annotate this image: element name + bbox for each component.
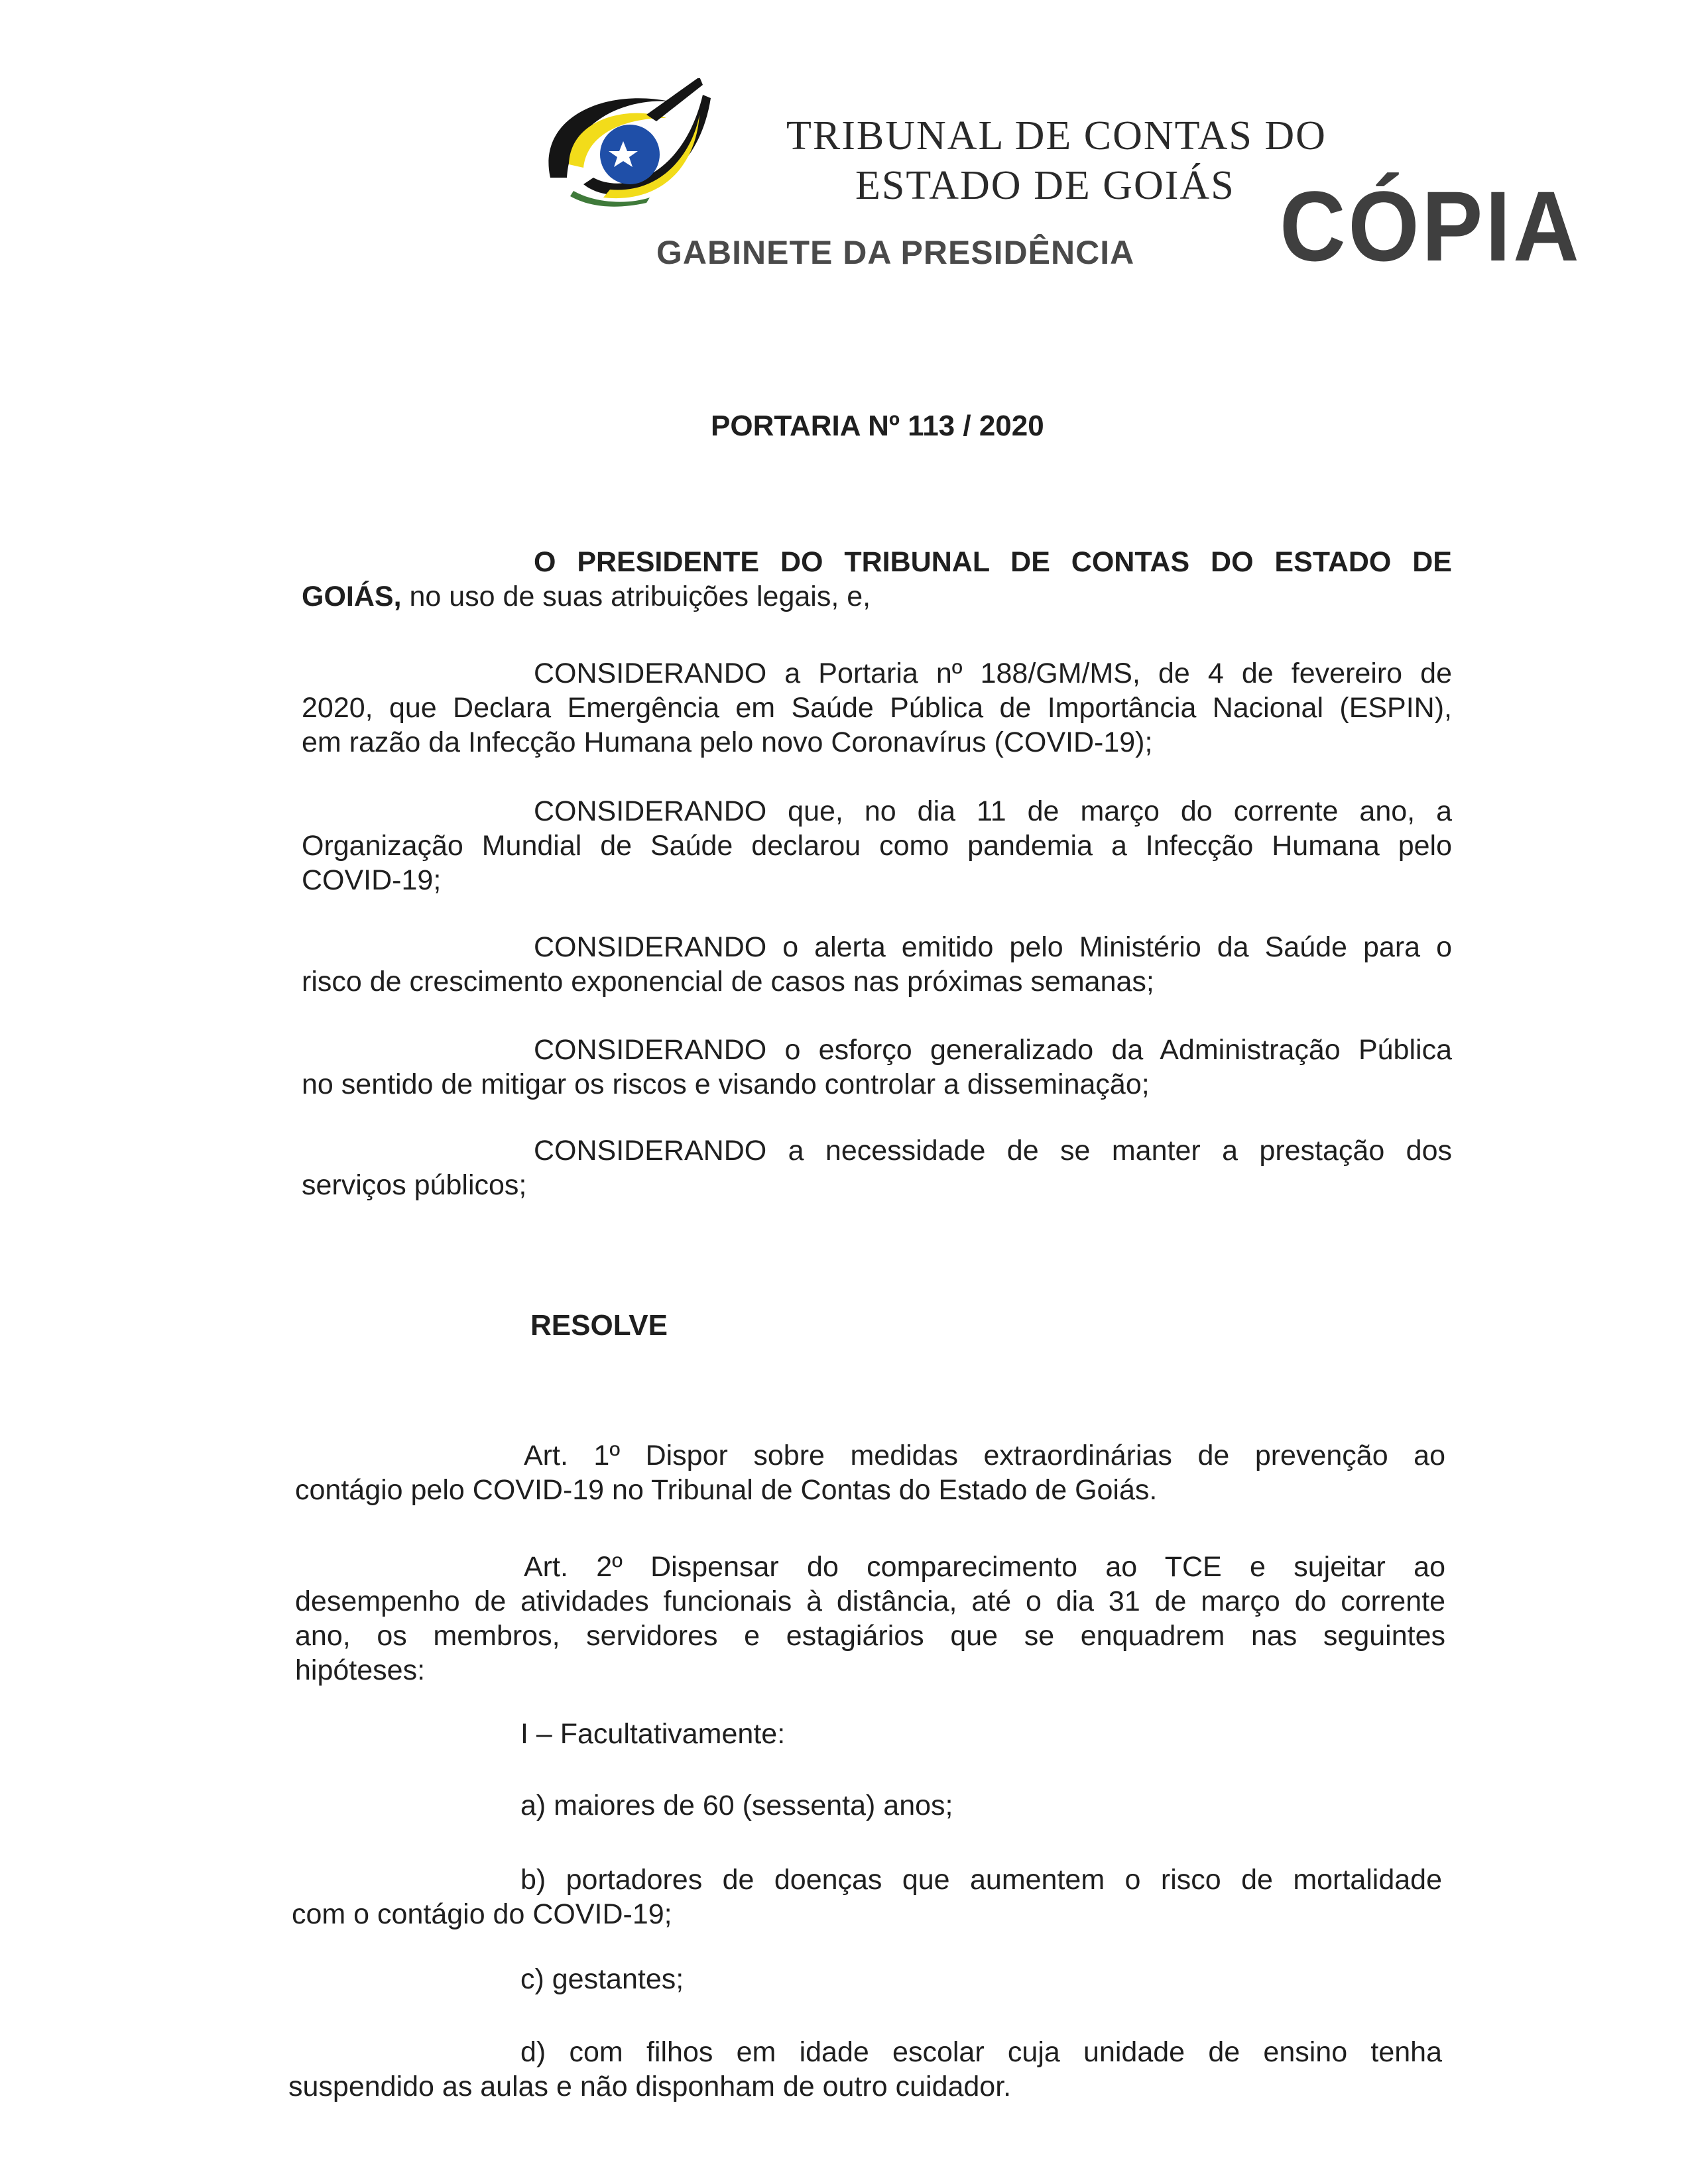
article-line: contágio pelo COVID-19 no Tribunal de Contas do Estado de Goiás. xyxy=(295,1474,1158,1506)
article-2 xyxy=(295,1550,1445,1688)
preamble xyxy=(302,545,1452,614)
considerando-line: COVID-19; xyxy=(302,864,442,896)
considerando-line: CONSIDERANDO o alerta emitido pelo Ministério da Saúde para o xyxy=(534,931,1452,963)
considerando-line: CONSIDERANDO a necessidade de se manter a prestação dos xyxy=(534,1135,1452,1167)
considerando-line: Organização Mundial de Saúde declarou como pandemia a Infecção Humana pelo xyxy=(302,830,1452,862)
item-a xyxy=(520,1788,953,1823)
item-line: d) com filhos em idade escolar cuja unidade de ensino tenha xyxy=(520,2036,1442,2068)
considerando-line: no sentido de mitigar os riscos e visando controlar a disseminação; xyxy=(302,1068,1150,1100)
item-line: b) portadores de doenças que aumentem o risco de mortalidade xyxy=(520,1864,1442,1896)
inciso-text: I – Facultativamente: xyxy=(520,1718,786,1750)
department-name: GABINETE DA PRESIDÊNCIA xyxy=(656,234,1135,271)
article-line: hipóteses: xyxy=(295,1654,426,1686)
considerando-line: 2020, que Declara Emergência em Saúde Pública de Importância Nacional (ESPIN), xyxy=(302,692,1452,724)
preamble-line: O PRESIDENTE DO TRIBUNAL DE CONTAS DO ESTADO DE xyxy=(534,546,1452,578)
item-line: suspendido as aulas e não disponham de outro cuidador. xyxy=(288,2071,1012,2102)
considerando-3 xyxy=(302,930,1452,999)
institution-name-line1: TRIBUNAL DE CONTAS DO xyxy=(786,113,1327,158)
item-d xyxy=(288,2035,1442,2104)
article-line: Art. 1º Dispor sobre medidas extraordinárias de prevenção ao xyxy=(524,1440,1445,1471)
considerando-line: CONSIDERANDO a Portaria nº 188/GM/MS, de 4 de fevereiro de xyxy=(534,658,1452,689)
considerando-2 xyxy=(302,794,1452,897)
document-title: PORTARIA Nº 113 / 2020 xyxy=(711,410,1044,442)
article-line: desempenho de atividades funcionais à distância, até o dia 31 de março do corrente xyxy=(295,1585,1445,1617)
item-line: com o contágio do COVID-19; xyxy=(292,1898,672,1930)
considerando-line: em razão da Infecção Humana pelo novo Coronavírus (COVID-19); xyxy=(302,726,1153,758)
item-c xyxy=(520,1962,684,1996)
inciso-1 xyxy=(520,1717,785,1751)
copy-stamp: CÓPIA xyxy=(1280,170,1582,282)
article-line: Art. 2º Dispensar do comparecimento ao TCE e sujeitar ao xyxy=(524,1551,1445,1583)
considerando-1 xyxy=(302,656,1452,760)
institution-name-line2: ESTADO DE GOIÁS xyxy=(855,163,1235,208)
considerando-line: serviços públicos; xyxy=(302,1169,527,1201)
considerando-line: CONSIDERANDO que, no dia 11 de março do corrente ano, a xyxy=(534,795,1452,827)
considerando-4 xyxy=(302,1033,1452,1102)
article-1 xyxy=(295,1438,1445,1507)
considerando-5 xyxy=(302,1133,1452,1202)
article-line: ano, os membros, servidores e estagiários que se enquadrem nas seguintes xyxy=(295,1620,1445,1652)
item-text: c) gestantes; xyxy=(520,1963,684,1995)
considerando-line: CONSIDERANDO o esforço generalizado da Administração Pública xyxy=(534,1034,1452,1066)
tce-go-logo xyxy=(530,78,769,211)
preamble-text: no uso de suas atribuições legais, e, xyxy=(401,581,871,612)
preamble-state: GOIÁS, xyxy=(302,581,402,612)
considerando-line: risco de crescimento exponencial de casos nas próximas semanas; xyxy=(302,966,1154,998)
item-text: a) maiores de 60 (sessenta) anos; xyxy=(520,1790,953,1821)
preamble-line xyxy=(302,579,1452,614)
item-b xyxy=(292,1863,1442,1931)
resolve-heading: RESOLVE xyxy=(530,1309,668,1342)
